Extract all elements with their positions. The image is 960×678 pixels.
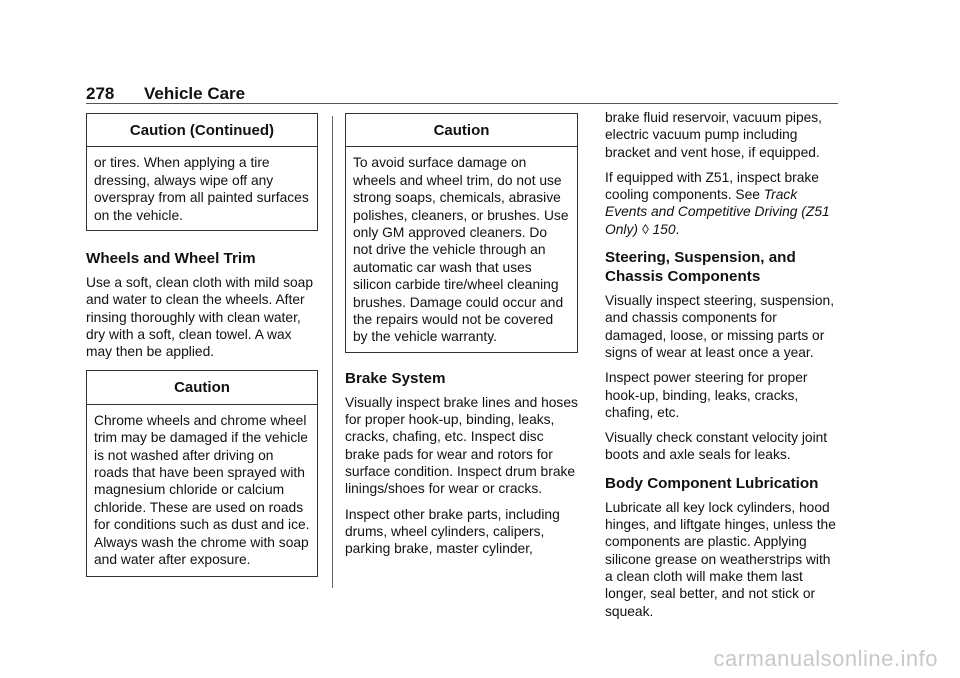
- brake-system-heading: Brake System: [345, 369, 446, 387]
- z51-text-prefix: If equipped with Z51, inspect brake cooling components. See: [605, 169, 819, 203]
- z51-text: [605, 169, 840, 238]
- caution-cleaners-title: Caution: [346, 114, 577, 147]
- caution-chrome-title: Caution: [87, 371, 317, 404]
- column-2: [345, 113, 578, 565]
- z51-text-suffix: .: [675, 221, 680, 237]
- brake-text-1: Visually inspect brake lines and hoses for proper hook-up, binding, leaks, cracks, chafing, etc. Inspect disc brake pads for wear and rotors for surface condition. Inspect drum brake linings/shoes for wear or cracks.: [345, 394, 578, 497]
- steering-text-1: Visually inspect steering, suspension, and chassis components for damaged, loose, or missing parts or signs of wear at least once a year.: [605, 293, 835, 360]
- page-number: 278: [86, 84, 115, 103]
- header-rule: [86, 103, 838, 104]
- caution-continued-body: or tires. When applying a tire dressing, always wipe off any overspray from all painted surfaces on the vehicle.: [94, 155, 309, 223]
- body-lubrication-text: Lubricate all key lock cylinders, hood hinges, and liftgate hinges, unless the components are plastic. Applying silicone grease on weatherstrips with a clean cloth will make them last longer, seal better, and not stick or squeak.: [605, 499, 836, 619]
- section-title: Vehicle Care: [144, 84, 246, 103]
- page-header: [86, 84, 245, 104]
- brake-continued-text: brake fluid reservoir, vacuum pipes, electric vacuum pump including bracket and vent hose, if equipped.: [605, 110, 823, 160]
- steering-heading: Steering, Suspension, and Chassis Components: [605, 249, 796, 286]
- wheels-text: Use a soft, clean cloth with mild soap and water to clean the wheels. After rinsing thoroughly with clean water, dry with a soft, clean towel. A wax may then be applied.: [86, 274, 313, 360]
- caution-chrome-body: Chrome wheels and chrome wheel trim may be damaged if the vehicle is not washed after driving on roads that have been sprayed with magnesium chloride or calcium chloride. These are used on roads for conditions such as dust and ice. Always wash the chrome with soap and water after exposure.: [94, 412, 310, 567]
- watermark: carmanualsonline.info: [713, 646, 938, 671]
- page-ref-number[interactable]: 150: [652, 221, 676, 237]
- column-divider: [332, 116, 333, 588]
- page-ref-arrow-icon: ◊: [641, 221, 649, 237]
- caution-cleaners-body: To avoid surface damage on wheels and wheel trim, do not use strong soaps, chemicals, abrasive polishes, cleaners, or brushes. Use only GM approved cleaners. Do not drive the vehicle through an automatic car wash that uses silicon carbide tire/wheel cleaning brushes. Damage could occur and the repairs would not be covered by the vehicle warranty.: [353, 155, 569, 345]
- wheels-heading: Wheels and Wheel Trim: [86, 249, 256, 267]
- steering-text-3: Visually check constant velocity joint boots and axle seals for leaks.: [605, 430, 828, 463]
- body-lubrication-heading: Body Component Lubrication: [605, 474, 819, 492]
- caution-cleaners-box: [345, 113, 578, 353]
- column-3: [605, 109, 840, 628]
- caution-chrome-box: [86, 370, 318, 577]
- caution-continued-title: Caution (Continued): [87, 114, 317, 147]
- steering-text-2: Inspect power steering for proper hook-up, binding, leaks, cracks, chafing, etc.: [605, 370, 808, 420]
- caution-continued-box: [86, 113, 318, 231]
- track-events-link[interactable]: Track Events and Competitive Driving (Z51 Only): [605, 187, 830, 237]
- brake-text-2: Inspect other brake parts, including drums, wheel cylinders, calipers, parking brake, master cylinder,: [345, 506, 560, 557]
- column-1: [86, 113, 318, 577]
